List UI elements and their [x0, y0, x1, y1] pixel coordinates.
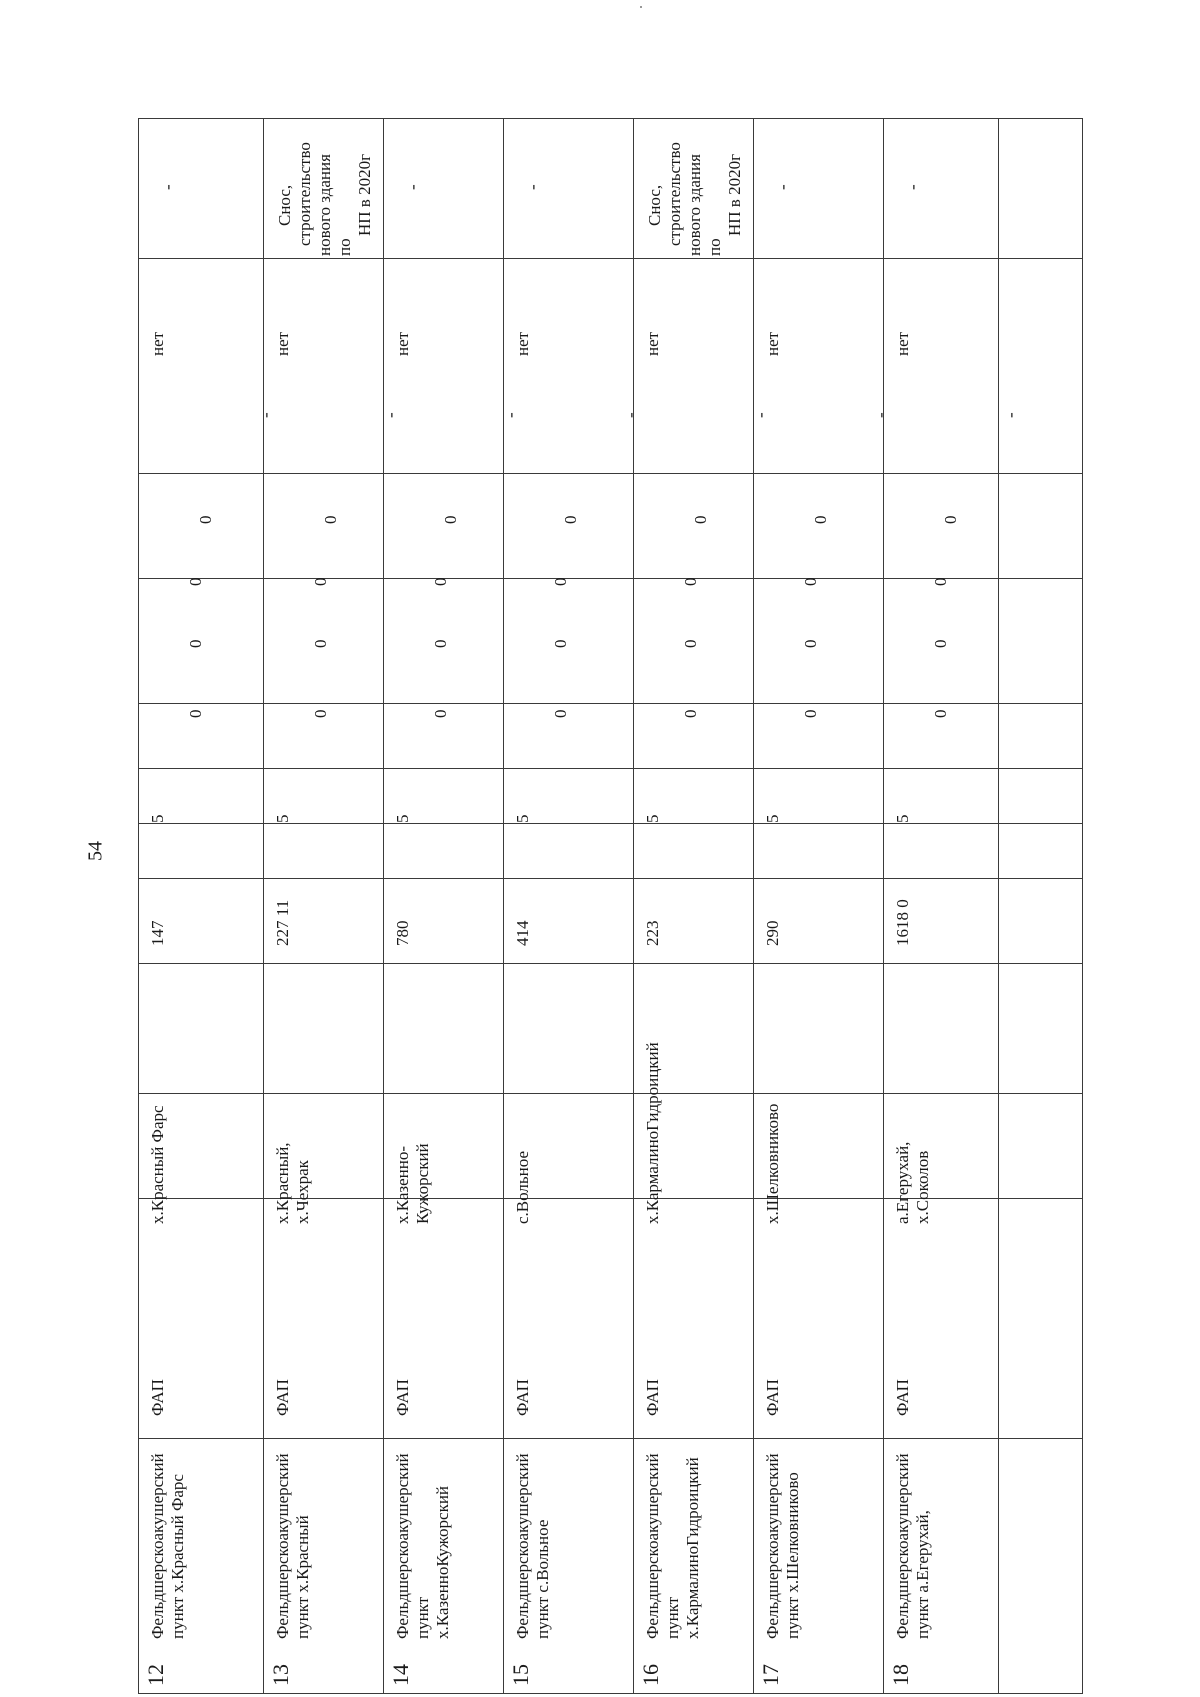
population-value-text: 290: [763, 920, 782, 946]
scan-speck: [640, 6, 642, 8]
row-border: [753, 118, 754, 1694]
row-border: [383, 118, 384, 1694]
facility-type-text: ФАП: [513, 1379, 532, 1416]
metric-value-text: 0: [311, 639, 330, 648]
column-border: [138, 1438, 1083, 1439]
metric-value-text: 0: [431, 577, 450, 586]
facility-name-line-text: Фельдшерскоакушерский: [148, 1453, 167, 1639]
distance-value-text: 5: [763, 814, 782, 823]
note-text-text: строительство: [665, 142, 684, 246]
note-text-text: НП в 2020г: [725, 153, 744, 236]
column-border: [138, 473, 1083, 474]
metric-value-text: 0: [186, 709, 205, 718]
status-value-text: нет: [643, 331, 662, 356]
facility-type-text: ФАП: [393, 1379, 412, 1416]
population-value-text: 223: [643, 920, 662, 946]
page-number: [84, 841, 107, 861]
row-border: [883, 118, 884, 1694]
metric-value-text: 0: [931, 577, 950, 586]
note-text-text: по: [705, 238, 724, 256]
metric-value-text: 0: [321, 515, 340, 524]
dash-value-text: -: [1001, 412, 1020, 418]
row-border: [263, 118, 264, 1694]
status-value-text: нет: [148, 331, 167, 356]
note-text-text: Снос,: [645, 184, 664, 226]
note-text-text: нового здания: [315, 154, 334, 256]
metric-value-text: 0: [681, 709, 700, 718]
facility-type-text: ФАП: [893, 1379, 912, 1416]
metric-value-text: 0: [931, 709, 950, 718]
metric-value-text: 0: [551, 639, 570, 648]
settlement-line-text: х.Соколов: [913, 1150, 932, 1224]
distance-value-text: 5: [393, 814, 412, 823]
metric-value-text: 0: [431, 709, 450, 718]
metric-value-text: 0: [801, 577, 820, 586]
note-text-text: нового здания: [685, 154, 704, 256]
note-text-text: -: [903, 184, 922, 190]
population-value-text: 227 11: [273, 899, 292, 946]
dash-value-text: -: [381, 412, 400, 418]
metric-value-text: 0: [691, 515, 710, 524]
facility-type-text: ФАП: [148, 1379, 167, 1416]
column-border: [138, 703, 1083, 704]
note-text-text: НП в 2020г: [355, 153, 374, 236]
facility-name-line-text: Фельдшерскоакушерский: [513, 1453, 532, 1639]
facility-type-text: ФАП: [763, 1379, 782, 1416]
column-border: [138, 823, 1083, 824]
column-border: [138, 878, 1083, 879]
metric-value-text: 0: [561, 515, 580, 524]
facility-name-line-text: пункт с.Вольное: [533, 1519, 552, 1639]
distance-value-text: 5: [148, 814, 167, 823]
distance-value-text: 5: [273, 814, 292, 823]
facilities-table: [138, 118, 1083, 1694]
note-text-text: строительство: [295, 142, 314, 246]
settlement-line-text: х.КармалиноГидроицкий: [643, 1042, 662, 1224]
metric-value-text: 0: [551, 577, 570, 586]
row-number-text: 13: [268, 1664, 293, 1686]
distance-value-text: 5: [893, 814, 912, 823]
facility-name-line-text: пункт: [663, 1596, 682, 1639]
facility-type-text: ФАП: [643, 1379, 662, 1416]
page-number-text: 54: [84, 841, 107, 861]
settlement-line-text: х.Казенно-: [393, 1145, 412, 1224]
metric-value-text: 0: [311, 577, 330, 586]
dash-value-text: -: [256, 412, 275, 418]
note-text-text: -: [523, 184, 542, 190]
row-border: [503, 118, 504, 1694]
facility-name-line-text: Фельдшерскоакушерский: [893, 1453, 912, 1639]
column-border: [138, 768, 1083, 769]
facility-name-line-text: х.КармалиноГидроицкий: [683, 1457, 702, 1639]
metric-value-text: 0: [801, 709, 820, 718]
dash-value-text: -: [501, 412, 520, 418]
dash-value-text: -: [751, 412, 770, 418]
metric-value-text: 0: [551, 709, 570, 718]
metric-value-text: 0: [186, 639, 205, 648]
metric-value-text: 0: [681, 639, 700, 648]
population-value-text: 414: [513, 920, 532, 946]
metric-value-text: 0: [196, 515, 215, 524]
metric-value-text: 0: [931, 639, 950, 648]
note-text-text: -: [403, 184, 422, 190]
row-border: [633, 118, 634, 1694]
settlement-line-text: Кужорский: [413, 1143, 432, 1224]
note-text-text: Снос,: [275, 184, 294, 226]
distance-value-text: 5: [513, 814, 532, 823]
row-number-text: 14: [388, 1664, 413, 1686]
metric-value-text: 0: [941, 515, 960, 524]
metric-value-text: 0: [681, 577, 700, 586]
column-border: [138, 1693, 1083, 1694]
facility-name-line-text: Фельдшерскоакушерский: [273, 1453, 292, 1639]
population-value-text: 147: [148, 920, 167, 946]
status-value-text: нет: [513, 331, 532, 356]
column-border: [138, 118, 1083, 119]
row-border: [1082, 118, 1083, 1694]
facility-name-line-text: Фельдшерскоакушерский: [393, 1453, 412, 1639]
facility-name-line-text: х.КазенноКужорский: [433, 1485, 452, 1639]
metric-value-text: 0: [431, 639, 450, 648]
facility-name-line-text: пункт х.Красный: [293, 1515, 312, 1639]
dash-value-text: -: [871, 412, 890, 418]
settlement-line-text: х.Красный,: [273, 1142, 292, 1224]
column-border: [138, 1093, 1083, 1094]
column-border: [138, 258, 1083, 259]
note-text-text: -: [773, 184, 792, 190]
metric-value-text: 0: [441, 515, 460, 524]
status-value-text: нет: [273, 331, 292, 356]
facility-name-line-text: пункт а.Егерухай,: [913, 1510, 932, 1639]
facility-name-line-text: пункт х.Красный Фарс: [168, 1474, 187, 1639]
settlement-line-text: а.Егерухай,: [893, 1141, 912, 1224]
note-text-text: по: [335, 238, 354, 256]
column-border: [138, 963, 1083, 964]
row-number-text: 16: [638, 1664, 663, 1686]
distance-value-text: 5: [643, 814, 662, 823]
row-number-text: 17: [758, 1664, 783, 1686]
row-border: [138, 118, 139, 1694]
metric-value-text: 0: [801, 639, 820, 648]
row-border: [998, 118, 999, 1694]
status-value-text: нет: [393, 331, 412, 356]
metric-value-text: 0: [311, 709, 330, 718]
facility-type-text: ФАП: [273, 1379, 292, 1416]
row-number-text: 18: [888, 1664, 913, 1686]
facility-name-line-text: пункт: [413, 1596, 432, 1639]
facility-name-line-text: Фельдшерскоакушерский: [763, 1453, 782, 1639]
settlement-line-text: х.Красный Фарс: [148, 1105, 167, 1224]
facility-name-line-text: пункт х.Шелковниково: [783, 1472, 802, 1639]
settlement-line-text: х.Шелковниково: [763, 1103, 782, 1224]
population-value-text: 780: [393, 920, 412, 946]
facility-name-line-text: Фельдшерскоакушерский: [643, 1453, 662, 1639]
status-value-text: нет: [893, 331, 912, 356]
metric-value-text: 0: [186, 577, 205, 586]
row-number-text: 12: [143, 1664, 168, 1686]
note-text-text: -: [158, 184, 177, 190]
status-value-text: нет: [763, 331, 782, 356]
population-value-text: 1618 0: [893, 899, 912, 946]
metric-value-text: 0: [811, 515, 830, 524]
row-number-text: 15: [508, 1664, 533, 1686]
settlement-line-text: с.Вольное: [513, 1151, 532, 1224]
settlement-line-text: х.Чехрак: [293, 1160, 312, 1224]
dash-value-text: -: [621, 412, 640, 418]
